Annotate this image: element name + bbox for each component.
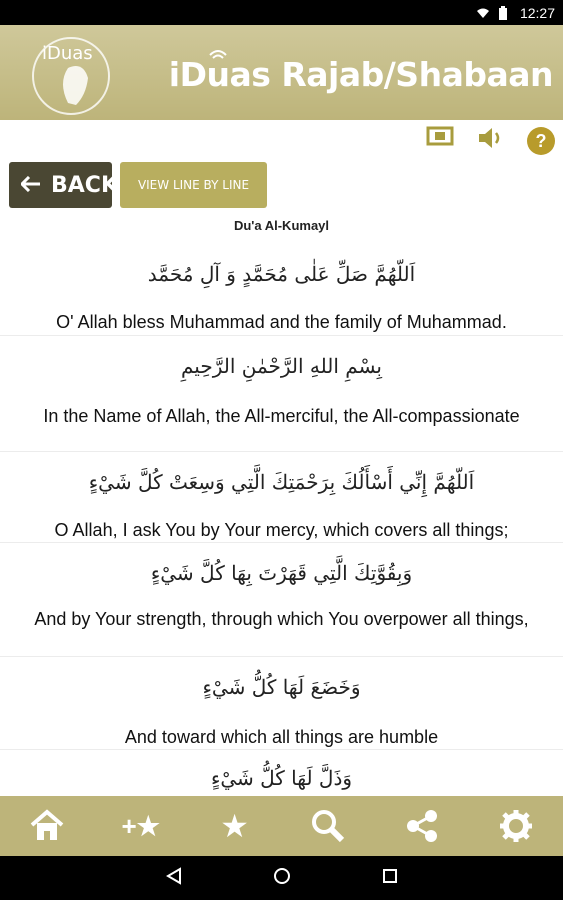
add-favorite-icon[interactable] (116, 801, 166, 851)
logo-text: iDuas (42, 43, 93, 64)
english-line: O Allah, I ask You by Your mercy, which covers all things; (54, 520, 509, 540)
back-button[interactable] (9, 162, 118, 208)
system-home-icon[interactable] (273, 867, 291, 890)
wifi-status-icon (476, 6, 490, 20)
app-logo (28, 33, 114, 119)
english-line: And toward which all things are humble (124, 727, 439, 747)
dua-entry (0, 452, 563, 543)
arabic-line: وَذَلَّ لَهَا كُلُّ شَيْءٍ (210, 766, 353, 790)
english-line: In the Name of Allah, the All-merciful, the All-compassionate (43, 406, 520, 426)
speaker-icon[interactable] (476, 125, 504, 156)
help-icon[interactable] (526, 126, 556, 161)
film-icon[interactable] (426, 125, 454, 152)
view-line-by-line-button[interactable]: VIEW LINE BY LINE (120, 162, 267, 208)
doc-title: Du'a Al-Kumayl (233, 218, 330, 233)
english-line: And by Your strength, through which You overpower all things, (34, 609, 529, 629)
dua-entry (0, 543, 563, 657)
dua-content[interactable] (0, 240, 563, 796)
arabic-line: اَللّهُمَّ إِنِّي أَسْأَلُكَ بِرَحْمَتِكَ الَّتِي وَسِعَتْ كُلَّ شَيْءٍ (88, 470, 475, 494)
status-time: 12:27 (519, 4, 555, 21)
dua-entry (0, 657, 563, 750)
arabic-line: وَخَضَعَ لَهَا كُلُّ شَيْءٍ (202, 675, 361, 699)
star-icon[interactable] (210, 801, 260, 851)
english-line: O' Allah bless Muhammad and the family of Muhammad. (56, 312, 507, 332)
app-header (0, 25, 563, 120)
arabic-line: بِسْمِ اللهِ الرَّحْمٰنِ الرَّحِيمِ (180, 354, 382, 378)
arrow-left-icon (21, 173, 41, 198)
bottom-nav (0, 796, 563, 856)
arabic-line: اَللّهُمَّ صَلِّ عَلٰى مُحَمَّدٍ وَ آلِ مُحَمَّد (147, 262, 416, 286)
arabic-line: وَبِقُوَّتِكَ الَّتِي قَهَرْتَ بِهَا كُلَّ شَيْءٍ (150, 561, 413, 585)
share-icon[interactable] (397, 801, 447, 851)
home-icon[interactable] (22, 801, 72, 851)
battery-icon (498, 6, 512, 20)
dua-entry (0, 240, 563, 336)
gear-icon[interactable] (491, 801, 541, 851)
svg-text:?: ? (535, 131, 547, 151)
system-recents-icon[interactable] (381, 867, 399, 890)
search-icon[interactable] (303, 801, 353, 851)
system-nav-bar (0, 856, 563, 900)
app-title: iDuas Rajab/Shabaan (168, 55, 553, 94)
back-label: BACK (51, 172, 118, 198)
dua-entry (0, 750, 563, 796)
add-favorite-glyph: +★ (121, 810, 160, 841)
status-bar (0, 0, 563, 25)
system-back-icon[interactable] (165, 867, 183, 890)
star-glyph: ★ (220, 808, 249, 844)
dua-entry (0, 336, 563, 452)
